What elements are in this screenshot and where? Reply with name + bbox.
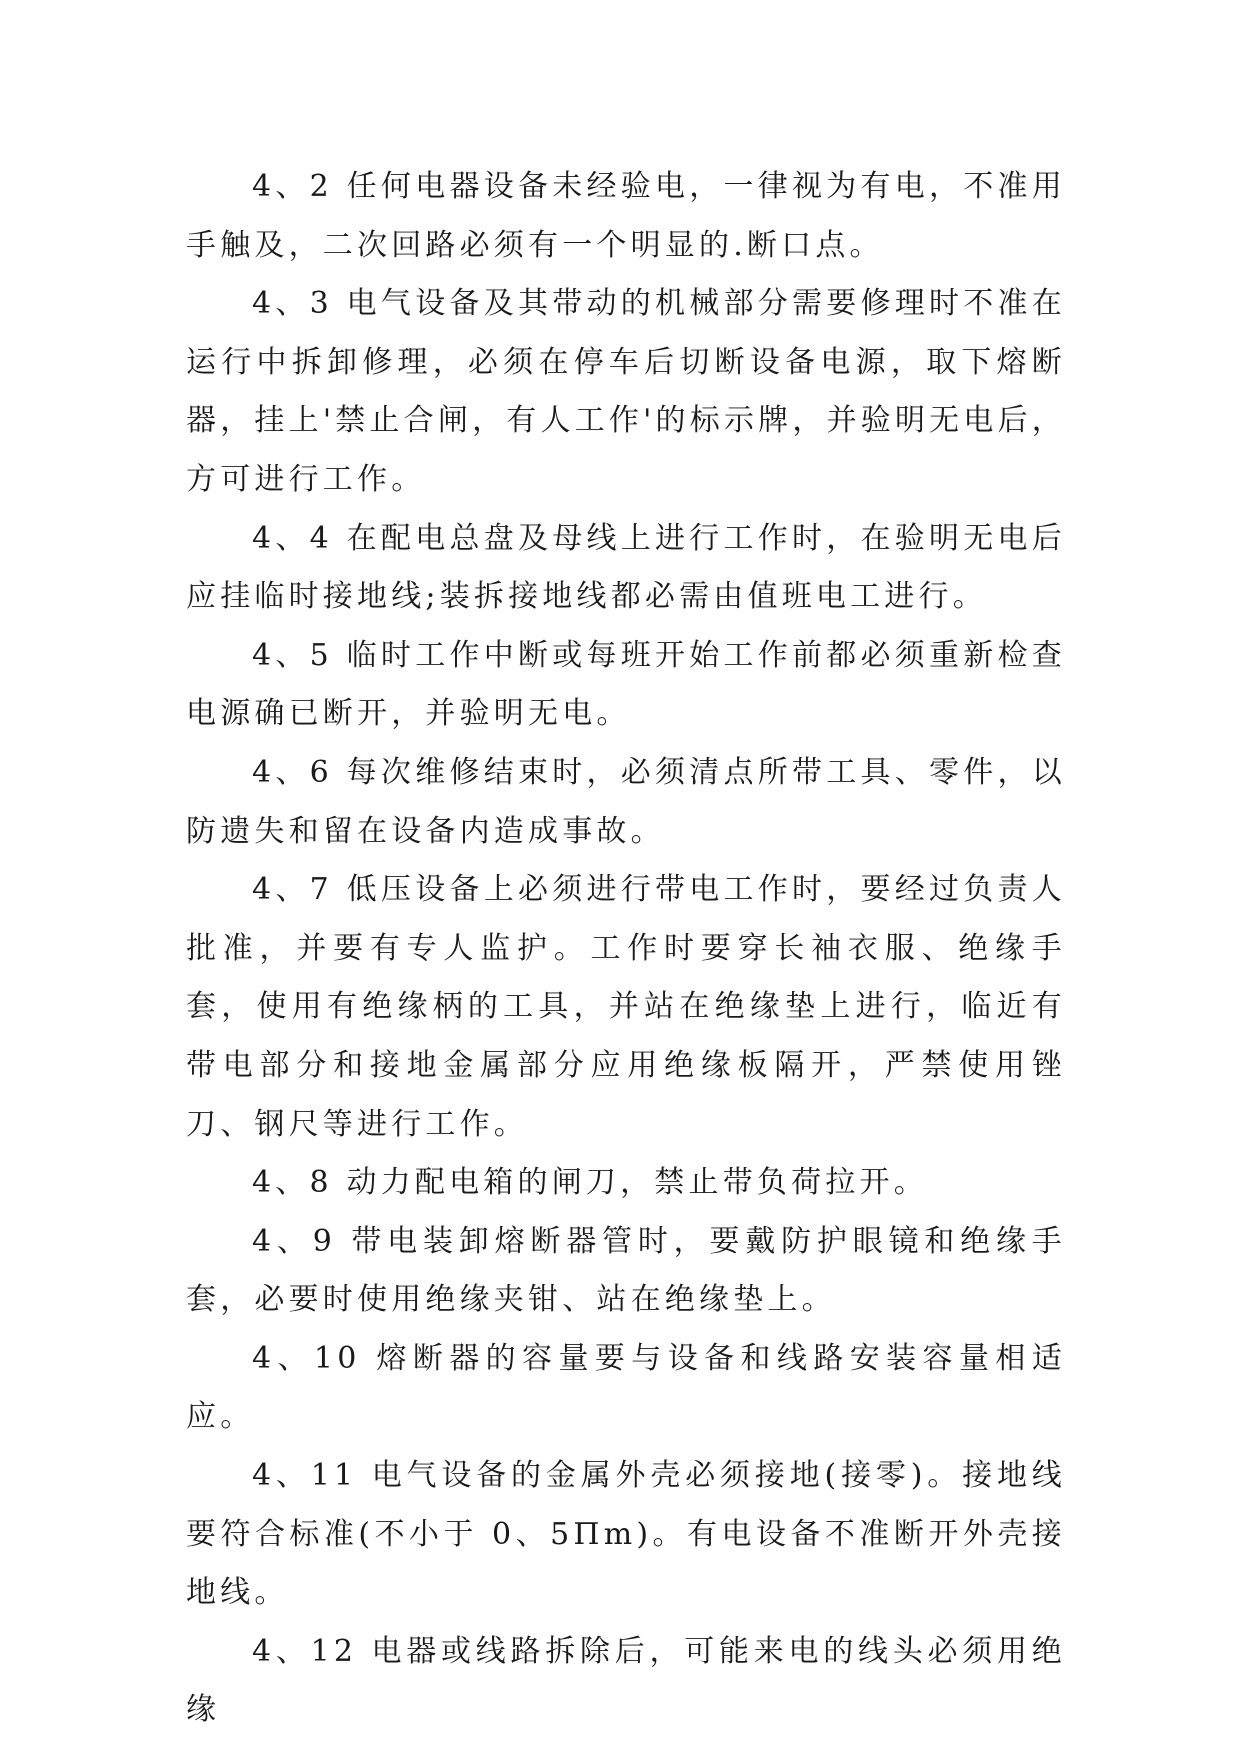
clause-4-5: 4、5 临时工作中断或每班开始工作前都必须重新检查电源确已断开，并验明无电。 bbox=[186, 637, 1066, 732]
clause-4-12: 4、12 电器或线路拆除后，可能来电的线头必须用绝缘 bbox=[186, 1633, 1066, 1728]
clause-4-9: 4、9 带电装卸熔断器管时，要戴防护眼镜和绝缘手套，必要时使用绝缘夹钳、站在绝缘垫上。 bbox=[186, 1223, 1066, 1318]
clause-4-2: 4、2 任何电器设备未经验电，一律视为有电，不准用手触及，二次回路必须有一个明显的.断口点。 bbox=[186, 169, 1066, 263]
clause-4-4: 4、4 在配电总盘及母线上进行工作时，在验明无电后应挂临时接地线;装拆接地线都必需由值班电工进行。 bbox=[186, 520, 1066, 615]
clause-4-3: 4、3 电气设备及其带动的机械部分需要修理时不准在运行中拆卸修理，必须在停车后切断设备电源，取下熔断器，挂上'禁止合闸，有人工作'的标示牌，并验明无电后，方可进行工作。 bbox=[186, 286, 1066, 497]
clause-4-10: 4、10 熔断器的容量要与设备和线路安装容量相适应。 bbox=[186, 1340, 1066, 1435]
clause-4-8: 4、8 动力配电箱的闸刀，禁止带负荷拉开。 bbox=[252, 1165, 928, 1201]
document-body bbox=[186, 158, 1066, 1740]
clause-4-6: 4、6 每次维修结束时，必须清点所带工具、零件，以防遗失和留在设备内造成事故。 bbox=[186, 754, 1066, 849]
clause-4-7: 4、7 低压设备上必须进行带电工作时，要经过负责人批准，并要有专人监护。工作时要穿长袖衣服、绝缘手套，使用有绝缘柄的工具，并站在绝缘垫上进行，临近有带电部分和接地金属部分应用绝缘板隔开，严禁使用锉刀、钢尺等进行工作。 bbox=[186, 872, 1066, 1142]
clause-4-11: 4、11 电气设备的金属外壳必须接地(接零)。接地线要符合标准(不小于 0、5Пm)。有电设备不准断开外壳接地线。 bbox=[186, 1458, 1066, 1611]
